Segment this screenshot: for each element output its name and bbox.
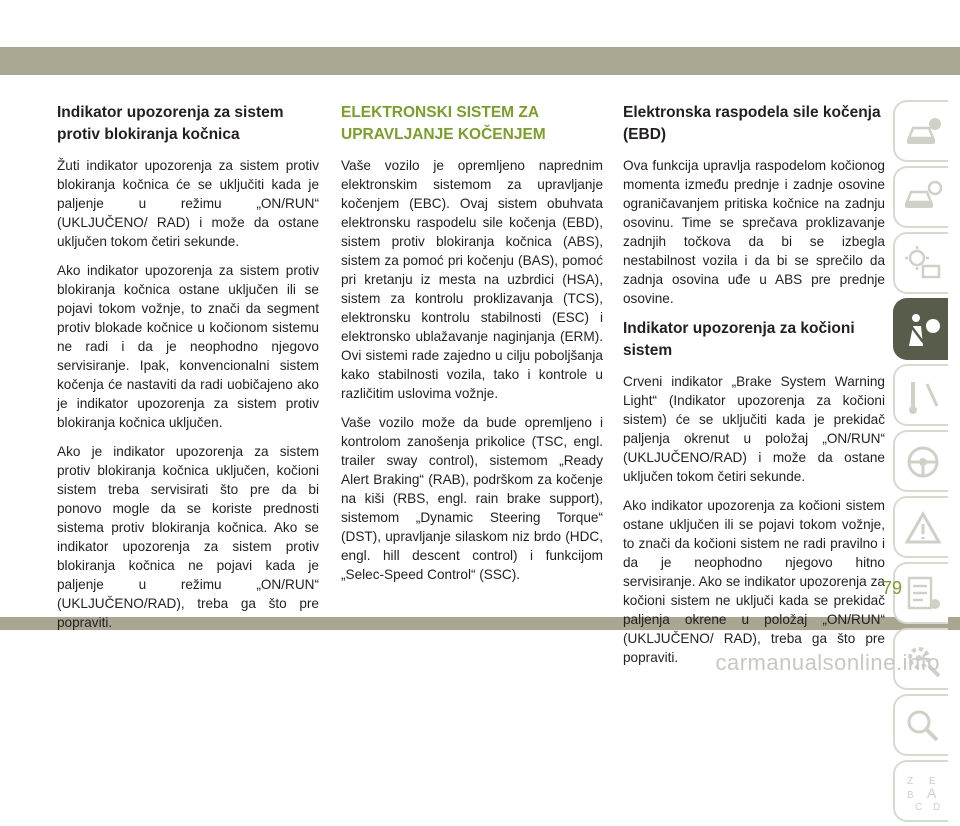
column-2 (341, 102, 603, 594)
index-letter: A (927, 785, 937, 801)
index-letter: C (915, 802, 923, 813)
column-1 (57, 102, 319, 642)
chapter-tabs (893, 100, 960, 826)
tab-light-message[interactable] (893, 232, 948, 294)
page-number: 79 (881, 578, 902, 598)
top-stripe (0, 47, 960, 75)
ebc-heading: ELEKTRONSKI SISTEM ZA UPRAVLJANJE KOČENJEM (341, 104, 546, 143)
car-info-icon (903, 112, 943, 152)
paragraph: Ako indikator upozorenja za sistem protiv blokiranja kočnica ostane uključen ili se pojavi tokom vožnje, to znači da segment protiv blokade kočnice u kočionom sistemu ne radi i da je neophodno njegovo servisiranje. Ipak, konvencionalni sistem kočenja će nastaviti da radi uobičajeno ako je indikator upozorenja za sistem protiv blokiranja kočnica uključen. (57, 263, 319, 430)
paragraph: Crveni indikator „Brake System Warning Light“ (Indikator upozorenja za kočioni sistem) će se uključiti kada je prekidač paljenja okrenut u položaj „ON/RUN“ (UKLJUČENO/RAD) i može da ostane uključen tokom četiri sekunde. (623, 374, 885, 484)
brake-warning-heading: Indikator upozorenja za kočioni sistem (623, 320, 855, 359)
index-letter: Z (907, 776, 914, 787)
light-message-icon (903, 244, 943, 284)
tab-search[interactable] (893, 694, 948, 756)
tab-steering[interactable] (893, 430, 948, 492)
warning-triangle-icon (903, 508, 943, 548)
tab-warning[interactable] (893, 496, 948, 558)
watermark: carmanualsonline.info (715, 650, 940, 675)
checklist-icon (903, 574, 943, 614)
magnifier-icon (903, 706, 943, 746)
tab-car-key[interactable] (893, 166, 948, 228)
index-letter: E (929, 776, 936, 787)
abs-warning-heading: Indikator upozorenja za sistem protiv blokiranja kočnica (57, 104, 284, 143)
index-letter: B (907, 790, 914, 801)
top-band (0, 0, 960, 75)
ebd-heading: Elektronska raspodela sile kočenja (EBD) (623, 104, 881, 143)
car-key-icon (903, 178, 943, 218)
tab-tools[interactable] (893, 364, 948, 426)
paragraph: Ako je indikator upozorenja za sistem protiv blokiranja kočnica uključen, kočioni sistem treba servisirati što pre da bi ponovo mogle da se koriste prednosti sistema protiv blokiranja kočnica. Ako se indikator upozorenja za sistem protiv blokiranja kočnica ne pojavi kada je paljenje u režimu „ON/RUN“ (UKLJUČENO/RAD), treba ga što pre popraviti. (57, 444, 319, 630)
tab-index[interactable] (893, 760, 948, 822)
paragraph: Ova funkcija upravlja raspodelom kočionog momenta između prednje i zadnje osovine ograničavanjem pritiska kočnice na zadnju osovinu. Time se sprečava proklizavanje zadnjih točkova da bi se izbegla nestabilnost vozila i da bi se sprečilo da zadnja osovina uđe u ABS pre prednje osovine. (623, 158, 885, 306)
seatbelt-airbag-icon (903, 310, 943, 350)
tab-car-info[interactable] (893, 100, 948, 162)
index-letter: D (933, 802, 941, 813)
alphabet-index-icon (903, 772, 943, 812)
paragraph: Vaše vozilo je opremljeno naprednim elektronskim sistemom za upravljanje kočenjem (EBC). Ovaj sistem obuhvata elektronsku raspodelu sile kočenja (EBD), sistem protiv blokiranja kočnica (ABS), sistem za pomoć pri kočenju (BAS), pomoć pri kretanju iz mesta na uzbrdici (HSA), sistem za kontrolu proklizavanja (TCS), elektronsku kontrolu stabilnosti (ESC) i elektronsko ublažavanje naginjanja (ERM). Ovi sistemi rade zajedno u cilju poboljšanja kako stabilnosti vozila, tako i kontrole u različitim uslovima vožnje. (341, 158, 603, 401)
steering-wheel-icon (903, 442, 943, 482)
tools-icon (903, 376, 943, 416)
column-3 (623, 102, 885, 677)
paragraph: Ako indikator upozorenja za kočioni sistem ostane uključen ili se pojavi tokom vožnje, to znači da kočioni sistem ne radi pravilno i da je neophodno njegovo hitno servisiranje. Ako se indikator upozorenja za kočioni sistem ne uključi kada se prekidač paljenja okrene u položaj „ON/RUN“ (UKLJUČENO/ RAD), treba ga što pre popraviti. (623, 498, 885, 665)
paragraph: Žuti indikator upozorenja za sistem protiv blokiranja kočnica će se uključiti kada je paljenje u režimu „ON/RUN“ (UKLJUČENO/ RAD) i može da ostane uključen tokom četiri sekunde. (57, 158, 319, 249)
paragraph: Vaše vozilo može da bude opremljeno i kontrolom zanošenja prikolice (TSC, engl. trailer sway control), sistemom „Ready Alert Braking“ (RAB), podrškom za kočenje na kiši (RBS, engl. rain brake support), sistemom „Dynamic Steering Torque“ (DST), upravljanje silaskom niz brdo (HDC, engl. hill descent control) i funkcijom „Selec-Speed Control“ (SSC). (341, 415, 603, 582)
tab-safety[interactable] (893, 298, 948, 360)
